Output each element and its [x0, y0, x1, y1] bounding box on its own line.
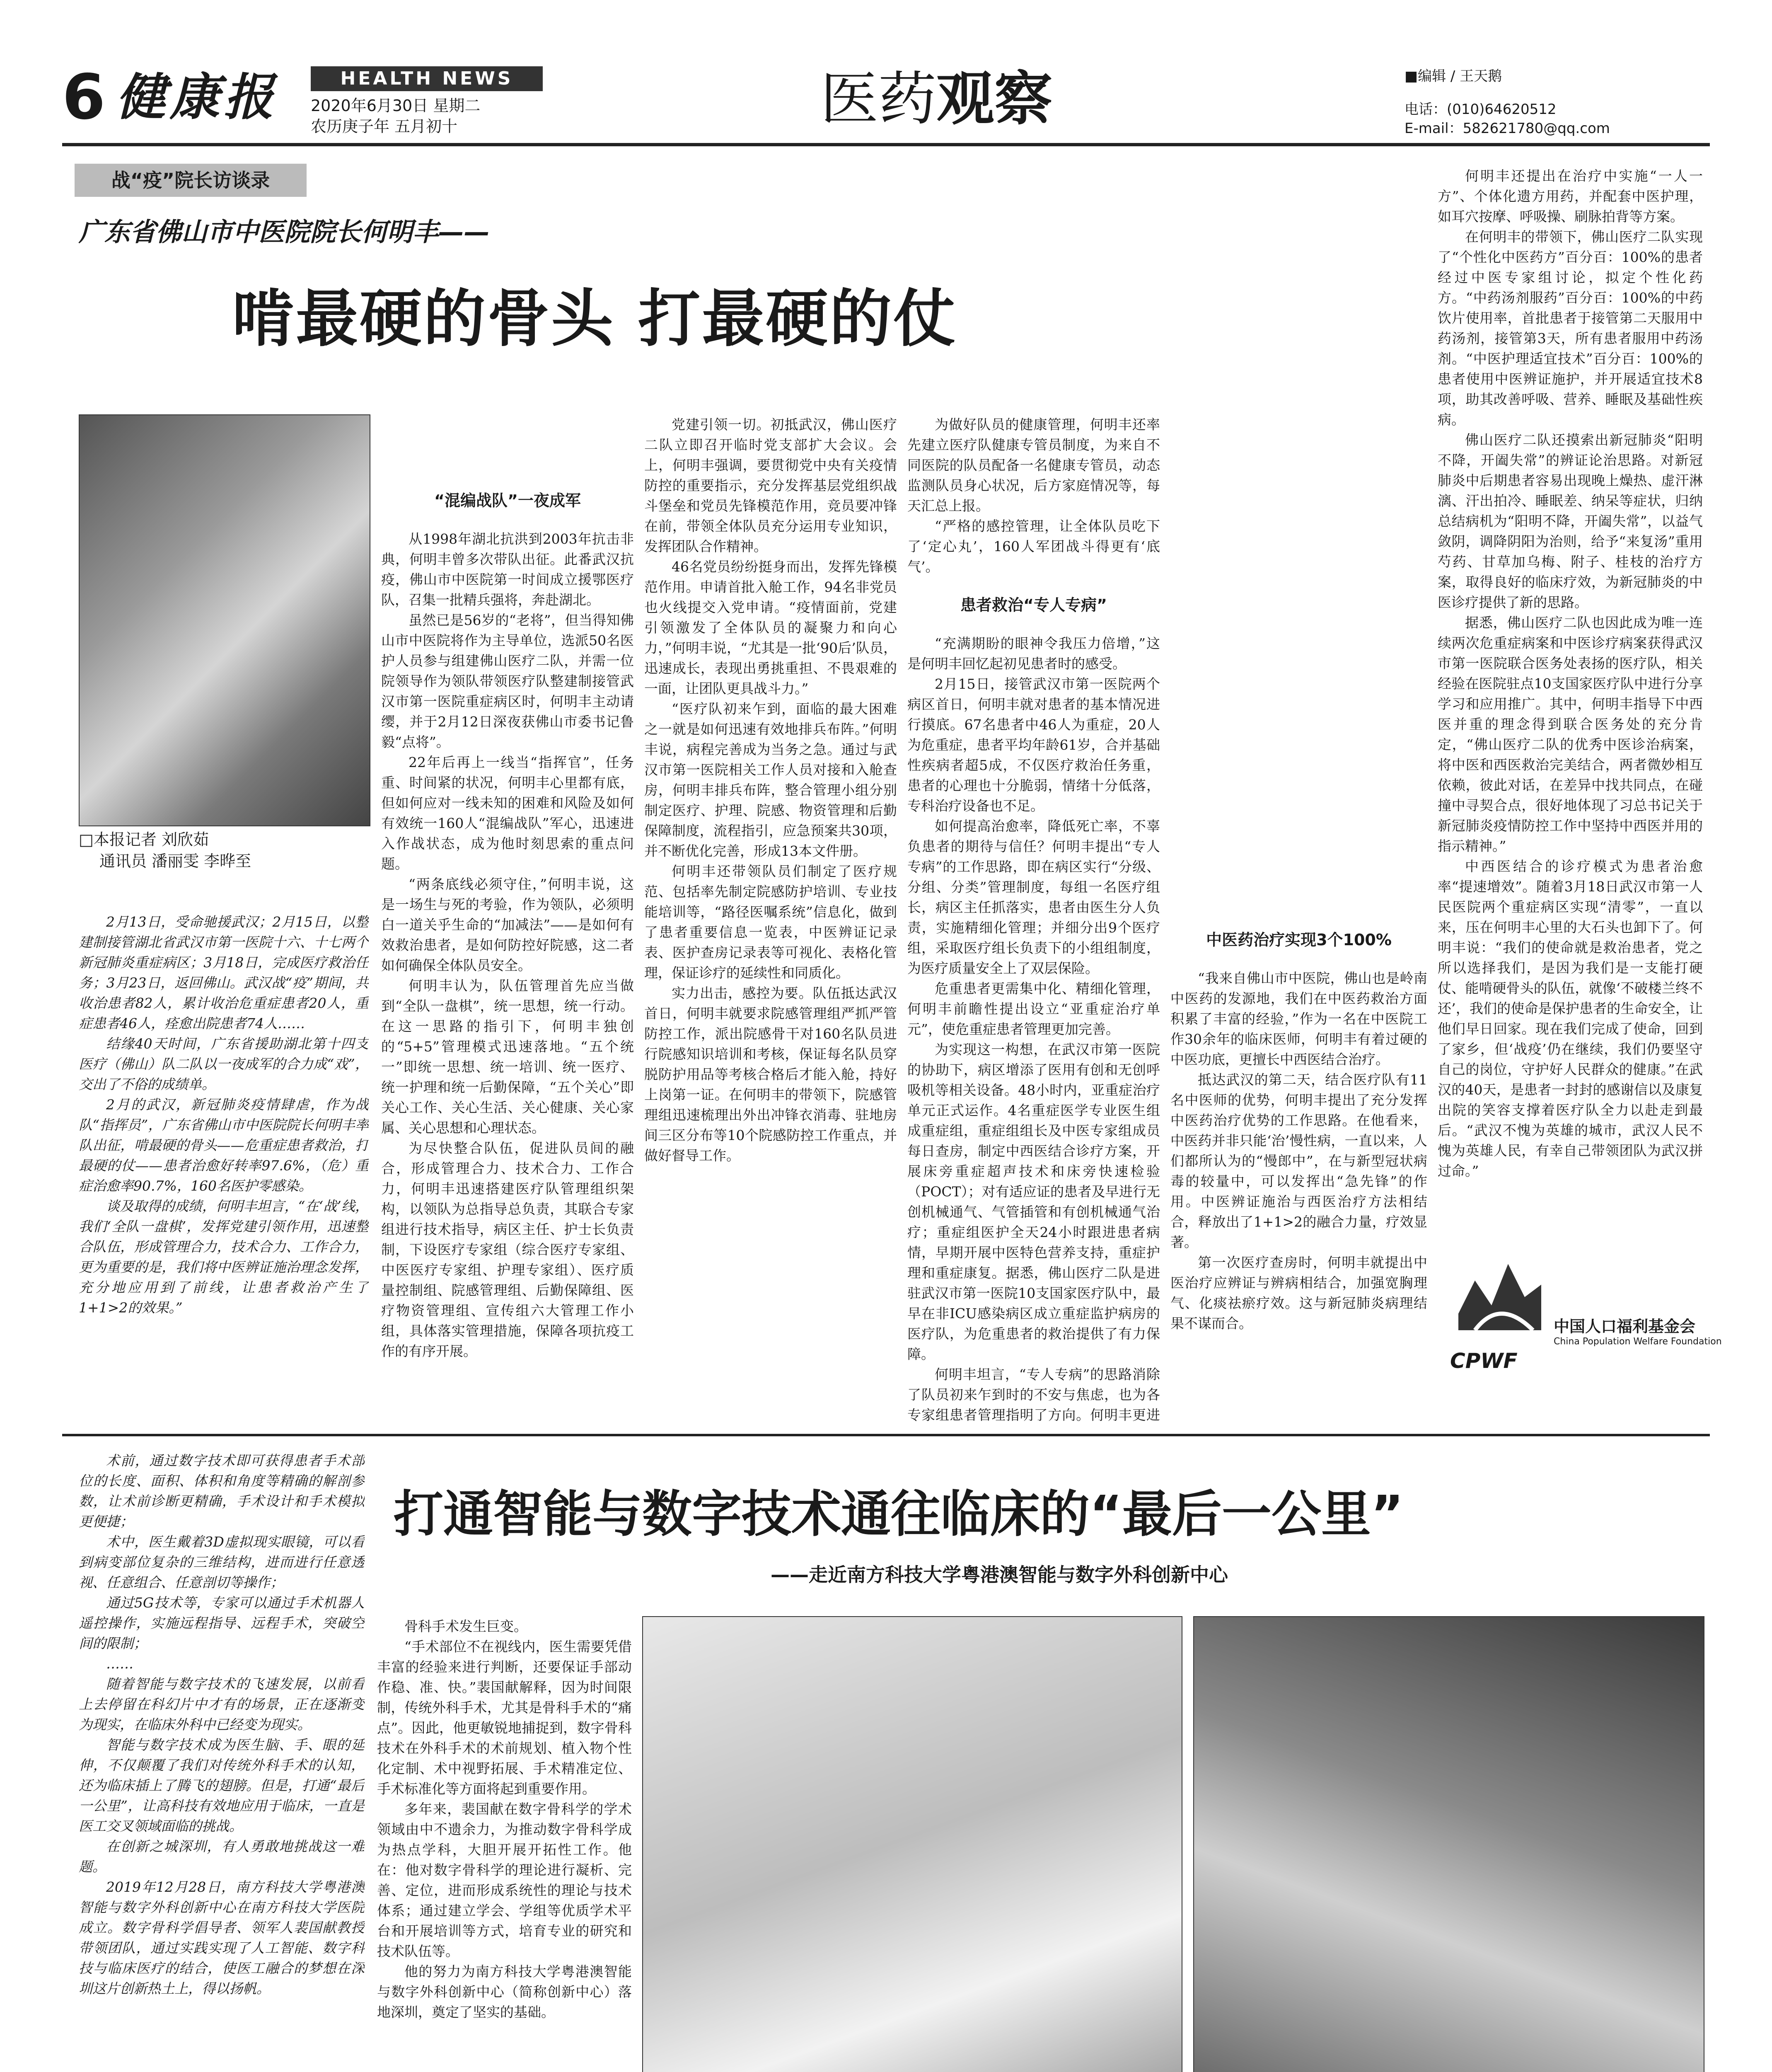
body-paragraph: 从1998年湖北抗洪到2003年抗击非典，何明丰曾多次带队出征。此番武汉抗疫，佛山市中医院第一时间成立援鄂医疗队，召集一批精兵强将，奔赴湖北。: [381, 531, 634, 608]
body-paragraph: 何明丰还提出在治疗中实施“一人一方”、个体化遗方用药，并配套中医护理，如耳穴按摩、呼吸操、刷脉拍背等方案。: [1438, 168, 1703, 225]
body-paragraph: 为做好队员的健康管理，何明丰还率先建立医疗队健康专管员制度，为来自不同医院的队员配备一名健康专管员，动态监测队员身心状况，后方家庭情况等，每天汇总上报。: [907, 416, 1160, 514]
story1-headline: 啃最硬的骨头 打最硬的仗: [232, 283, 957, 355]
story2-subhead: ——走近南方科技大学粤港澳智能与数字外科创新中心: [771, 1564, 1228, 1586]
lead-paragraph: 2019年12月28日，南方科技大学粤港澳智能与数字外科创新中心在南方科技大学医院成立。数字骨科学倡导者、领军人裴国献教授带领团队，通过实践实现了人工智能、数字科技与临床医疗的结合，使医工融合的梦想在深圳这片创新热土上，得以扬帆。: [79, 1879, 365, 1997]
body-paragraph: 党建引领一切。初抵武汉，佛山医疗二队立即召开临时党支部扩大会议。会上，何明丰强调，要贯彻党中央有关疫情防控的重要指示，充分发挥基层党组织战斗堡垒和党员先锋模范作用，竞员要冲锋在前，带领全体队员充分运用专业知识，发挥团队合作精神。: [644, 416, 897, 554]
innovation-center-photo: [642, 1616, 1182, 2072]
section-title-strong: 观察: [936, 65, 1053, 133]
body-paragraph: “两条底线必须守住，”何明丰说，这是一场生与死的考验，作为领队，必须明白一道关乎生命的“加减法”——是如何有效救治患者，是如何防控好院感，这二者如何确保全体队员安全。: [381, 876, 634, 973]
issue-date: 2020年6月30日 星期二: [311, 97, 481, 115]
email-line: E-mail：582621780@qq.com: [1405, 120, 1610, 137]
intro-paragraph: 2月的武汉，新冠肺炎疫情肆虐，作为战队“指挥员”，广东省佛山市中医院院长何明丰率队出征，啃最硬的骨头——危重症患者救治，打最硬的仗——患者治愈好转率97.6%，（危）重症治愈率90.7%，160名医护零感染。: [79, 1097, 369, 1194]
subheading: 中医药治疗实现3个100%: [1206, 931, 1392, 949]
body-paragraph: 22年后再上一线当“指挥官”，任务重、时间紧的状况，何明丰心里都有底，但如何应对一线未知的困难和风险及如何有效统一160人“混编战队”军心，迅速进入作战状态，成为他时刻思索的重点问题。: [381, 754, 634, 872]
body-paragraph: 他的努力为南方科技大学粤港澳智能与数字外科创新中心（简称创新中心）落地深圳，奠定了坚实的基础。: [377, 1963, 632, 2020]
lead-paragraph: ……: [106, 1656, 133, 1672]
cpwf-emblem-icon: [1450, 1247, 1550, 1347]
body-paragraph: 46名党员纷纷挺身而出，发挥先锋模范作用。申请首批入舱工作，94名非党员也火线提交入党申请。“疫情面前，党建引领激发了全体队员的凝聚力和向心力，”何明丰说，“尤其是一批‘90后’队员，迅速成长，表现出勇挑重担、不畏艰难的一面，让团队更具战斗力。”: [644, 559, 897, 697]
cpwf-abbr: CPWF: [1450, 1349, 1518, 1373]
body-paragraph: “充满期盼的眼神令我压力倍增，”这是何明丰回忆起初见患者时的感受。: [907, 635, 1160, 672]
body-paragraph: 如何提高治愈率，降低死亡率，不辜负患者的期待与信任？何明丰提出“专人专病”的工作思路，即在病区实行“分级、分组、分类”管理制度，每组一名医疗组长，病区主任抓落实，患者由医生分人负责，实施精细化管理；并细分出9个医疗组，采取医疗组长负责下的小组组制度，为医疗质量安全上了双层保险。: [907, 818, 1160, 976]
body-paragraph: “严格的感控管理，让全体队员吃下了‘定心丸’，160人军团战斗得更有‘底气’。: [907, 518, 1160, 575]
story2-lead-note: [79, 1450, 365, 2072]
body-paragraph: 实力出击，感控为要。队伍抵达武汉首日，何明丰就要求院感管理组严抓严管防控工作，派出院感骨干对160名队员进行院感知识培训和考核，保证每名队员穿脱防护用品等考核合格后才能入舱，持好上岗第一证。在何明丰的带领下，院感管理组迅速梳理出外出冲锋衣消毒、驻地房间三区分布等10个院感防控工作重点，并做好督导工作。: [644, 985, 897, 1164]
story1-kicker: 广东省佛山市中医院院长何明丰——: [79, 217, 490, 247]
body-paragraph: 2月15日，接管武汉市第一医院两个病区首日，何明丰就对患者的基本情况进行摸底。67名患者中46人为重症，20人为危重症，患者平均年龄61岁，合并基础性疾病者超5成，不仅医疗救治任务重，患者的心理也十分脆弱，情绪十分低落，专科治疗设备也不足。: [907, 676, 1160, 814]
section-title: 医药观察: [820, 65, 1053, 133]
lead-paragraph: 术中，医生戴着3D虚拟现实眼镜，可以看到病变部位复杂的三维结构，进而进行任意透视、任意组合、任意剖切等操作；: [79, 1534, 365, 1590]
subheading: “混编战队”一夜成军: [434, 491, 581, 510]
story-divider: [62, 1434, 1710, 1436]
body-paragraph: 中西医结合的诊疗模式为患者治愈率“提速增效”。随着3月18日武汉市第一人民医院两个重症病区实现“清零”，一直以来，压在何明丰心里的大石头也卸下了。何明丰说：“我们的使命就是救治患者，党之所以选择我们，是因为我们是一支能打硬仗、能啃硬骨头的队伍，就像‘不破楼兰终不还’，我们的使命是保护患者的生命安全，让他们早日回家。现在我们完成了使命，回到了家乡，但‘战疫’仍在继续，我们仍要坚守自己的岗位，守护好人民群众的健康。”在武汉的40天，是患者一封封的感谢信以及康复出院的笑容支撑着医疗队全力以赴走到最后。“武汉不愧为英雄的城市，武汉人民不愧为英雄人民，有幸自己带领团队为武汉拼过命。”: [1438, 858, 1703, 1179]
subheading: 患者救治“专人专病”: [960, 596, 1107, 614]
body-paragraph: 骨科手术发生巨变。: [404, 1618, 527, 1634]
story2-headline: 打通智能与数字技术通往临床的“最后一公里”: [394, 1486, 1404, 1543]
masthead: [62, 62, 1710, 141]
body-paragraph: 危重患者更需集中化、精细化管理，何明丰前瞻性提出设立“亚重症治疗单元”，使危重症患者管理更加完善。: [907, 980, 1160, 1037]
lead-paragraph: 在创新之城深圳，有人勇敢地挑战这一难题。: [79, 1838, 365, 1875]
body-paragraph: 第一次医疗查房时，何明丰就提出中医治疗应辨证与辨病相结合，加强宽胸理气、化痰祛瘀疗效。这与新冠肺炎病理结果不谋而合。: [1170, 1254, 1427, 1331]
header-rule: [62, 143, 1710, 146]
body-paragraph: 为实现这一构想，在武汉市第一医院的协助下，病区增添了医用有创和无创呼吸机等相关设备。48小时内，亚重症治疗单元正式运作。4名重症医学专业医生组成重症组，重症组组长及中医专家组成员每日查房，制定中西医结合诊疗方案，开展床旁重症超声技术和床旁快速检验（POCT）；对有适应证的患者及早进行无创机械通气、气管插管和有创机械通气治疗；重症组医护全天24小时跟进患者病情，早期开展中医特色营养支持，重症护理和重症康复。据悉，佛山医疗二队是进驻武汉市第一医院10支国家医疗队中，最早在非ICU感染病区成立重症监护病房的医疗队，为危重患者的救治提供了有力保障。: [907, 1041, 1160, 1362]
portrait-photo: [79, 414, 370, 826]
body-paragraph: 虽然已是56岁的“老将”，但当得知佛山市中医院将作为主导单位，选派50名医护人员参与组建佛山医疗二队，并需一位院领导作为领队带领医疗队整建制接管武汉市第一医院重症病区时，何明丰主动请缨，并于2月12日深夜获佛山市委书记鲁毅“点将”。: [381, 612, 634, 750]
phone-line: 电话：(010)64620512: [1405, 101, 1557, 118]
body-paragraph: 何明丰还带领队员们制定了医疗规范、包括率先制定院感防护培训、专业技能培训等，“路径医嘱系统”信息化，做到了患者重要信息一览表，中医辨证记录表、医护查房记录表等可视化、表格化管理，保证诊疗的延续性和同质化。: [644, 863, 897, 981]
story1-column-4: [907, 414, 1160, 1426]
cpwf-name-en: China Population Welfare Foundation: [1554, 1336, 1722, 1347]
byline-correspondents: 通讯员 潘丽雯 李晔至: [99, 852, 251, 870]
body-paragraph: “我来自佛山市中医院，佛山也是岭南中医药的发源地，我们在中医药救治方面积累了丰富的经验，”作为一名在中医院工作30余年的临床医师，何明丰有着过硬的中医功底，更擅长中西医结合治疗。: [1170, 970, 1427, 1067]
story1-column-5: [1170, 414, 1427, 1426]
byline-reporter: □本报记者 刘欣茹: [79, 830, 209, 849]
body-paragraph: 何明丰坦言，“专人专病”的思路消除了队员初来乍到时的不安与焦虑，也为各专家组患者管理指明了方向。何明丰更进: [907, 1366, 1160, 1423]
page-number: 6: [62, 61, 106, 133]
intro-paragraph: 谈及取得的成绩，何明丰坦言，“在‘战’线，我们‘全队一盘棋’，发挥党建引领作用，迅速整合队伍，形成管理合力，技术合力、工作合力，更为重要的是，我们将中医辨证施治理念发挥，充分地应用到了前线，让患者救治产生了1+1>2的效果。”: [79, 1198, 369, 1316]
body-paragraph: 据悉，佛山医疗二队也因此成为唯一连续两次危重症病案和中医诊疗病案获得武汉市第一医院联合医务处表扬的医疗队，相关经验在医院驻点10支国家医疗队中进行分享学习和应用推广。其中，何明丰指导下中西医并重的理念得到联合医务处的充分肯定，“佛山医疗二队的优秀中医诊治病案，将中医和西医救治完美结合，两者微妙相互依赖，彼此对话，在差异中找共同点，在碰撞中寻契合点，很好地体现了习总书记关于新冠肺炎疫情防控工作中坚持中西医并用的指示精神。”: [1438, 615, 1703, 854]
story2-column-b-top: [377, 1616, 632, 2072]
story1-column-6: [1438, 166, 1703, 1214]
surgery-photo: [1193, 1616, 1704, 2072]
body-paragraph: 为尽快整合队伍，促进队员间的融合，形成管理合力、技术合力、工作合力，何明丰迅速搭建医疗队管理组织架构，以领队为总指导总负责，其联合专家组进行技术指导，病区主任、护士长负责制，下设医疗专家组（综合医疗专家组、中医医疗专家组、护理专家组）、医疗质量控制组、院感管理组、后勤保障组、医疗物资管理组、宣传组六大管理工作小组，具体落实管理措施，保障各项抗疫工作的有序开展。: [381, 1140, 634, 1359]
body-paragraph: 何明丰认为，队伍管理首先应当做到“全队一盘棋”，统一思想，统一行动。在这一思路的指引下，何明丰独创的“5+5”管理模式迅速落地。“五个统一”即统一思想、统一培训、统一医疗、统一护理和统一后勤保障，“五个关心”即关心工作、关心生活、关心健康、关心家属、关心思想和心理状态。: [381, 978, 634, 1136]
lead-paragraph: 随着智能与数字技术的飞速发展，以前看上去停留在科幻片中才有的场景，正在逐渐变为现实，在临床外科中已经变为现实。: [79, 1676, 365, 1733]
edition-badge: HEALTH NEWS: [311, 66, 543, 91]
column-tag: 战“疫”院长访谈录: [75, 164, 307, 197]
story1-column-2: [381, 414, 634, 1426]
lead-paragraph: 术前，通过数字技术即可获得患者手术部位的长度、面积、体积和角度等精确的解剖参数，让术前诊断更精确，手术设计和手术模拟更便捷；: [79, 1452, 365, 1530]
editor-line: ■编辑 / 王天鹅: [1405, 68, 1502, 85]
body-paragraph: 在何明丰的带领下，佛山医疗二队实现了“个性化中医药方”百分百：100%的患者经过中医专家组讨论，拟定个性化药方。“中药汤剂服药”百分百：100%的中药饮片使用率，首批患者于接管第二天服用中药汤剂，接管第3天，所有患者服用中药汤剂。“中医护理适宜技术”百分百：100%的患者使用中医辨证施护，并开展适宜技术8项，助其改善呼吸、营养、睡眠及基础性疾病。: [1438, 229, 1703, 428]
lead-paragraph: 智能与数字技术成为医生脑、手、眼的延伸，不仅颠覆了我们对传统外科手术的认知，还为临床插上了腾飞的翅膀。但是，打通“最后一公里”，让高科技有效地应用于临床，一直是医工交叉领域面临的挑战。: [79, 1737, 365, 1834]
cpwf-name-cn: 中国人口福利基金会: [1554, 1317, 1696, 1336]
body-paragraph: 多年来，裴国献在数字骨科学的学术领域由中不遗余力，为推动数字骨科学成为热点学科，大胆开展开拓性工作。他在：他对数字骨科学的理论进行凝析、完善、定位，进而形成系统性的理论与技术体系；通过建立学会、学组等优质学术平台和开展培训等方式，培育专业的研究和技术队伍等。: [377, 1801, 632, 1959]
cpwf-logo: [1450, 1247, 1722, 1413]
body-paragraph: “医疗队初来乍到，面临的最大困难之一就是如何迅速有效地排兵布阵。”何明丰说，病程完善成为当务之急。通过与武汉市第一医院相关工作人员对接和入舱查房，何明丰排兵布阵，整合管理小组分别制定医疗、护理、院感、物资管理和后勤保障制度，流程指引，应急预案共30项，并不断优化完善，形成13本文件册。: [644, 701, 897, 859]
intro-paragraph: 结缘40天时间，广东省援助湖北第十四支医疗（佛山）队二队以一夜成军的合力成“戏”，交出了不俗的成绩单。: [79, 1036, 369, 1092]
lunar-date: 农历庚子年 五月初十: [311, 117, 458, 136]
story1-intro: [79, 912, 369, 1426]
body-paragraph: “手术部位不在视线内，医生需要凭借丰富的经验来进行判断，还要保证手部动作稳、准、快。”裴国献解释，因为时间限制，传统外科手术，尤其是骨科手术的“痛点”。因此，他更敏锐地捕捉到，数字骨科技术在外科手术的术前规划、植入物个性化定制、术中视野拓展、手术精准定位、手术标准化等方面将起到重要作用。: [377, 1639, 632, 1797]
story1-column-3: [644, 414, 897, 1426]
lead-paragraph: 通过5G技术等，专家可以通过手术机器人遥控操作，实施远程指导、远程手术，突破空间的限制；: [79, 1595, 365, 1651]
newspaper-logo: 健康报: [116, 68, 278, 126]
body-paragraph: 佛山医疗二队还摸索出新冠肺炎“阳明不降，开阖失常”的辨证论治思路。对新冠肺炎中后期患者容易出现晚上燥热、虚汗淋漓、汗出拍冷、睡眠差、纳呆等症状，归纳总结病机为“阳明不降，开阖失常”，以益气敛阴，调降阴阳为治则，给予“来复汤”重用芍药、甘草加乌梅、附子、桂枝的治疗方案，取得良好的临床疗效，为新冠肺炎的中医诊疗提供了新的思路。: [1438, 432, 1703, 610]
body-paragraph: 抵达武汉的第二天，结合医疗队有11名中医师的优势，何明丰提出了充分发挥中医药治疗优势的工作思路。在他看来，中医药并非只能‘治’慢性病，一直以来，人们都所认为的“慢郎中”，在与新型冠状病毒的较量中，可以发挥出“急先锋”的作用。中医辨证施治与西医治疗方法相结合，释放出了1+1>2的融合力量，疗效显著。: [1170, 1072, 1427, 1250]
intro-paragraph: 2月13日，受命驰援武汉；2月15日，以整建制接管湖北省武汉市第一医院十六、十七两个新冠肺炎重症病区；3月18日，完成医疗救治任务；3月23日，返回佛山。武汉战“疫”期间，共收治患者82人，累计收治危重症患者20人，重症患者46人，痊愈出院患者74人……: [79, 914, 369, 1031]
